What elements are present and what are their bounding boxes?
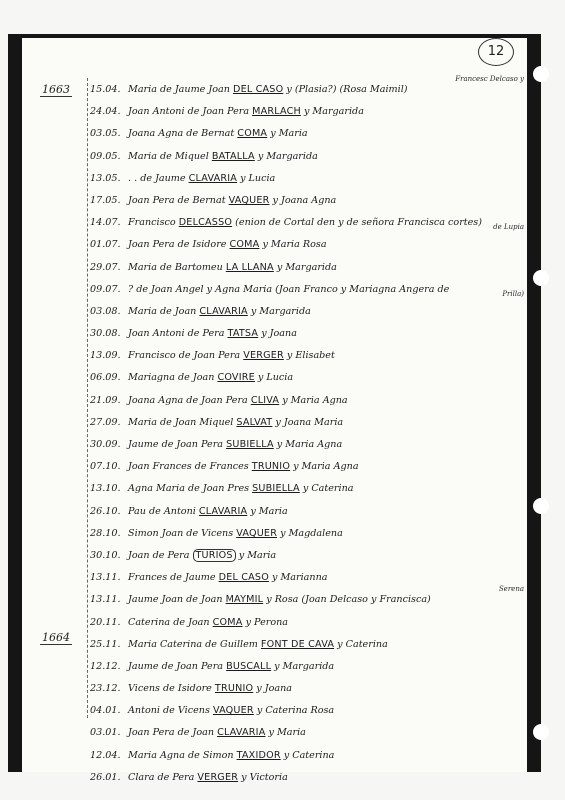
entry-given-names: Antoni de Vicens xyxy=(128,705,213,717)
entry-date: 30.08. xyxy=(90,328,121,340)
entry-given-names: ? de Joan Angel y Agna Maria (Joan Franco y Mariagna Angera de xyxy=(128,283,450,295)
entry-parents: y Caterina xyxy=(334,638,388,650)
entry-parents: y Joana Agna xyxy=(269,194,337,206)
entry-surname: TATSA xyxy=(227,328,259,340)
entry-parents: y Perona xyxy=(242,616,289,628)
entry-date: 21.09. xyxy=(90,394,121,406)
entry-date: 09.07. xyxy=(90,283,121,295)
entry-surname: TURIOS xyxy=(193,549,236,562)
entry-date: 06.09. xyxy=(90,372,121,384)
entry-surname: VAQUER xyxy=(228,194,270,206)
entry-date: 07.10. xyxy=(90,461,121,473)
entry-surname: CLAVARIA xyxy=(198,505,248,517)
entry-date: 13.11. xyxy=(90,594,121,606)
marginal-note: Serena xyxy=(498,585,524,594)
punch-hole-icon xyxy=(533,66,549,82)
entry-date: 13.10. xyxy=(90,483,121,495)
entry-date: 15.04. xyxy=(90,84,121,95)
entry-parents: y Elisabet xyxy=(283,350,335,362)
entry-parents: y Maria Agna xyxy=(279,394,348,406)
entry-given-names: Maria de Joan xyxy=(128,305,200,317)
register-entry xyxy=(90,634,530,656)
entry-date: 04.01. xyxy=(90,705,121,717)
entry-parents: y Caterina Rosa xyxy=(253,705,335,717)
entry-parents: y Maria Agna xyxy=(273,439,343,450)
entry-surname: SUBIELLA xyxy=(226,439,274,450)
entry-given-names: Joan Antoni de Pera xyxy=(128,328,228,340)
entry-date: 30.09. xyxy=(90,439,121,450)
register-entry xyxy=(90,323,530,345)
entry-given-names: Mariagna de Joan xyxy=(128,372,218,384)
register-entry xyxy=(90,101,530,123)
entry-parents: y Margarida xyxy=(254,150,318,162)
entry-given-names: Maria Agna de Simon xyxy=(128,749,237,761)
entry-date: 25.11. xyxy=(90,638,121,650)
entry-date: 13.05. xyxy=(90,172,121,184)
page-number: 12 xyxy=(478,38,514,66)
register-entry xyxy=(90,523,530,545)
punch-hole-icon xyxy=(533,498,549,514)
entry-surname: MAYMIL xyxy=(225,594,264,606)
register-entry xyxy=(90,75,530,101)
entry-surname: FONT DE CAVA xyxy=(260,638,335,650)
register-entry xyxy=(90,212,530,234)
entry-date: 20.11. xyxy=(90,616,121,628)
register-entry xyxy=(90,585,530,611)
entry-date: 01.07. xyxy=(90,239,121,251)
margin-line xyxy=(87,78,88,718)
entry-surname: SUBIELLA xyxy=(252,483,300,495)
entry-given-names: Joana Agna de Joan Pera xyxy=(128,394,251,406)
entry-parents: y Margarida xyxy=(247,305,311,317)
entry-date: 17.05. xyxy=(90,194,121,206)
entry-surname: CLAVARIA xyxy=(188,172,238,184)
entry-date: 12.12. xyxy=(90,660,121,672)
entry-parents: (enion de Cortal den y de señora Francisca cortes) xyxy=(232,217,482,229)
entry-given-names: Maria Caterina de Guillem xyxy=(128,638,261,650)
entry-given-names: Jaume de Joan Pera xyxy=(128,439,227,450)
entry-surname: BATALLA xyxy=(211,150,255,162)
entry-given-names: Maria de Joan Miquel xyxy=(128,416,237,428)
entry-surname: TRUNIO xyxy=(251,461,291,473)
entry-parents: y Maria xyxy=(235,549,277,561)
year-label: 1664 xyxy=(42,631,70,644)
entry-given-names: Joan Pera de Joan xyxy=(128,727,218,739)
entry-surname: DEL CASO xyxy=(232,84,284,95)
entry-date: 03.05. xyxy=(90,128,121,140)
entry-date: 28.10. xyxy=(90,527,121,539)
entry-parents: y Rosa (Joan Delcaso y Francisca) xyxy=(263,594,431,606)
entry-date: 27.09. xyxy=(90,416,121,428)
entry-parents: y Margarida xyxy=(273,261,337,273)
entry-surname: VERGER xyxy=(243,350,284,362)
entry-surname: LA LLANA xyxy=(225,261,274,273)
entry-given-names: Frances de Jaume xyxy=(128,572,219,584)
entry-date: 03.01. xyxy=(90,727,121,739)
register-entry xyxy=(90,367,530,389)
register-entry xyxy=(90,656,530,678)
entry-given-names: Joan Frances de Frances xyxy=(128,461,252,473)
punch-hole-icon xyxy=(533,270,549,286)
scan-border-left xyxy=(8,36,22,772)
entry-given-names: Maria de Jaume Joan xyxy=(128,84,233,95)
entry-parents: y Caterina xyxy=(280,749,335,761)
entry-parents: y Maria Rosa xyxy=(259,239,327,251)
entry-surname: COMA xyxy=(237,128,268,140)
entry-date: 03.08. xyxy=(90,305,121,317)
entry-surname: COVIRE xyxy=(217,372,255,384)
register-entry xyxy=(90,478,530,500)
entry-given-names: Maria de Bartomeu xyxy=(128,261,226,273)
year-label: 1663 xyxy=(42,83,70,96)
entry-parents: y Joana xyxy=(258,328,297,340)
entry-surname: VAQUER xyxy=(236,527,278,539)
marginal-note: Prilla) xyxy=(502,289,524,298)
entry-parents: y Maria xyxy=(265,727,306,739)
register-entry xyxy=(90,700,530,722)
register-entry xyxy=(90,301,530,323)
register-entry xyxy=(90,678,530,700)
register-entry xyxy=(90,545,530,567)
entry-surname: VERGER xyxy=(197,771,239,783)
entry-date: 30.10. xyxy=(90,549,121,561)
entry-parents: y Maria Agna xyxy=(290,461,359,473)
entry-surname: COMA xyxy=(229,239,260,251)
entry-date: 12.04. xyxy=(90,749,121,761)
entry-surname: MARLACH xyxy=(252,106,301,118)
entry-given-names: Pau de Antoni xyxy=(128,505,199,517)
entry-surname: CLAVARIA xyxy=(217,727,266,739)
entry-parents: y Magdalena xyxy=(277,527,343,539)
marginal-note: Francesc Delcaso y xyxy=(455,75,524,83)
register-entry xyxy=(90,234,530,256)
entry-date: 29.07. xyxy=(90,261,121,273)
entry-given-names: Agna Maria de Joan Pres xyxy=(128,483,253,495)
register-entry xyxy=(90,345,530,367)
entry-surname: TRUNIO xyxy=(214,683,254,695)
entry-surname: VAQUER xyxy=(212,705,254,717)
entry-date: 13.09. xyxy=(90,350,121,362)
register-entry xyxy=(90,501,530,523)
register-entry xyxy=(90,567,530,589)
register-entry xyxy=(90,612,530,634)
entry-surname: DELCASSO xyxy=(178,217,233,229)
entry-date: 24.04. xyxy=(90,106,121,118)
entry-given-names: Joan Pera de Isidore xyxy=(128,239,230,251)
register-entry xyxy=(90,257,530,279)
entry-parents: y Joana Maria xyxy=(272,416,344,428)
entry-surname: SALVAT xyxy=(236,416,273,428)
register-entry xyxy=(90,168,530,190)
entry-parents: y (Plasia?) (Rosa Maimil) xyxy=(283,84,408,95)
entry-date: 13.11. xyxy=(90,572,121,584)
punch-hole-icon xyxy=(533,724,549,740)
entry-parents: y Caterina xyxy=(299,483,354,495)
entry-given-names: Francisco xyxy=(128,217,179,229)
entry-parents: y Lucia xyxy=(254,372,294,384)
entry-date: 14.07. xyxy=(90,217,121,229)
entry-given-names: Joan de Pera xyxy=(128,549,193,561)
register-entry xyxy=(90,434,530,456)
entry-given-names: Joan Pera de Bernat xyxy=(128,194,229,206)
entry-given-names: Jaume de Joan Pera xyxy=(128,660,227,672)
entry-parents: y Maria xyxy=(267,128,308,140)
register-entry xyxy=(90,123,530,145)
entry-parents: y Margarida xyxy=(300,106,364,118)
entry-given-names: Joan Antoni de Joan Pera xyxy=(128,106,253,118)
entry-parents: y Marianna xyxy=(268,572,328,584)
entry-given-names: Maria de Miquel xyxy=(128,150,212,162)
register-entry xyxy=(90,390,530,412)
entry-parents: y Victoria xyxy=(238,771,288,783)
entry-surname: TAXIDOR xyxy=(236,749,281,761)
entry-date: 26.10. xyxy=(90,505,121,517)
register-entry xyxy=(90,456,530,478)
entry-surname: CLIVA xyxy=(250,394,280,406)
register-entry xyxy=(90,190,530,212)
register-entry xyxy=(90,745,530,767)
entry-parents: y Margarida xyxy=(271,660,335,672)
entry-parents: y Lucia xyxy=(237,172,276,184)
entry-given-names: Francisco de Joan Pera xyxy=(128,350,244,362)
entry-date: 09.05. xyxy=(90,150,121,162)
entry-given-names: Simon Joan de Vicens xyxy=(128,527,237,539)
entry-surname: COMA xyxy=(212,616,243,628)
marginal-note: de Lupia xyxy=(493,223,524,232)
register-entry xyxy=(90,279,530,301)
register-entry xyxy=(90,767,530,789)
entry-given-names: Vicens de Isidore xyxy=(128,683,215,695)
entry-date: 26.01. xyxy=(90,771,121,783)
entry-given-names: Jaume Joan de Joan xyxy=(128,594,226,606)
register-entry xyxy=(90,722,530,744)
entry-date: 23.12. xyxy=(90,683,121,695)
entry-parents: y Joana xyxy=(253,683,292,695)
entry-surname: DEL CASO xyxy=(218,572,269,584)
register-entry xyxy=(90,146,530,168)
entry-given-names: . . de Jaume xyxy=(128,172,189,184)
entry-given-names: Clara de Pera xyxy=(128,771,198,783)
entry-parents: y Maria xyxy=(247,505,288,517)
entry-given-names: Caterina de Joan xyxy=(128,616,213,628)
entry-surname: BUSCALL xyxy=(226,660,272,672)
entry-surname: CLAVARIA xyxy=(199,305,248,317)
register-entries xyxy=(90,75,530,789)
entry-given-names: Joana Agna de Bernat xyxy=(128,128,238,140)
register-entry xyxy=(90,412,530,434)
